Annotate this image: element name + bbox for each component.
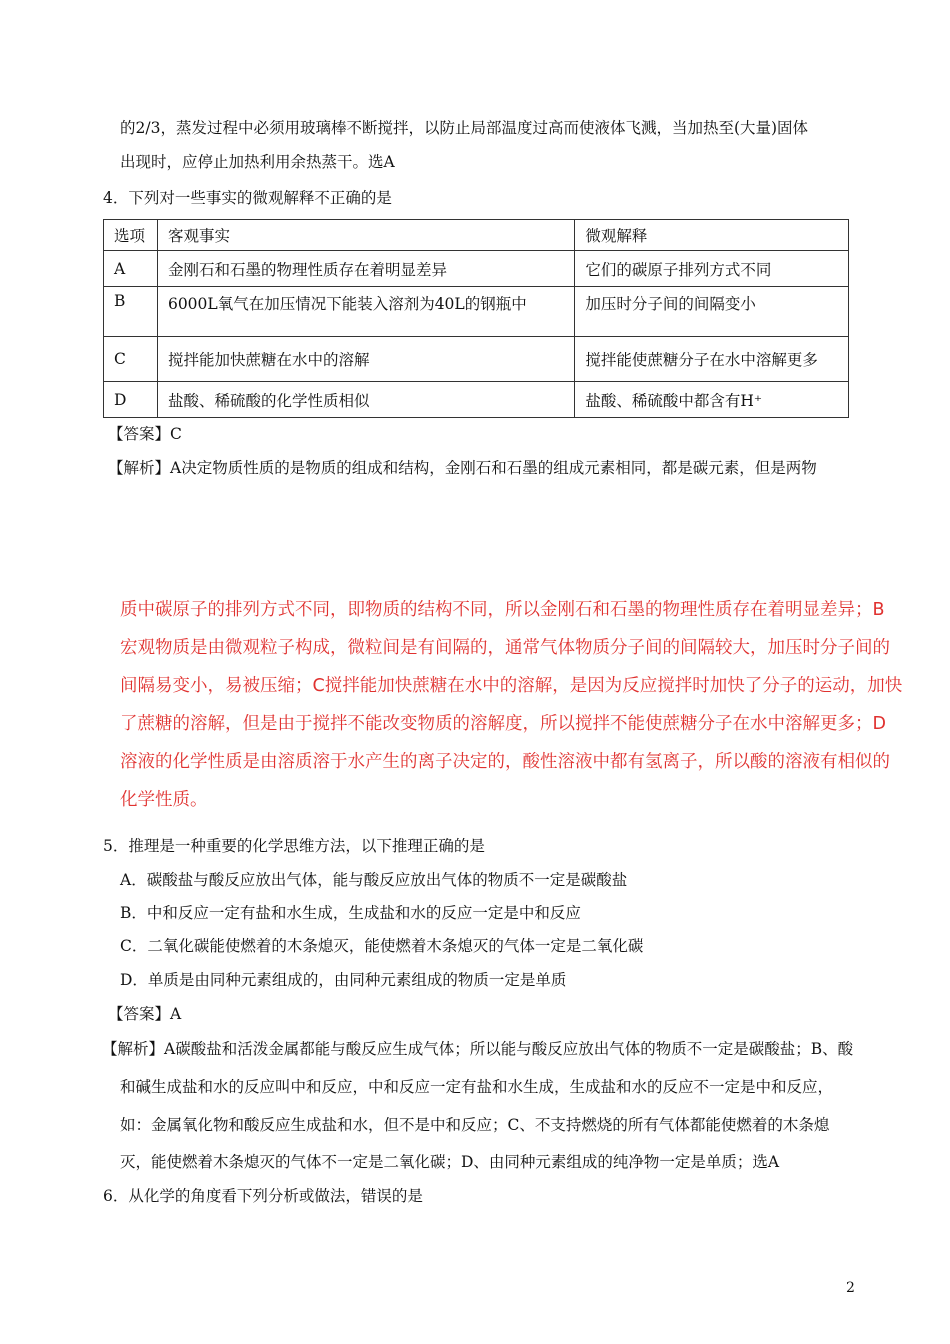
question-5-stem: 5．推理是一种重要的化学思维方法，以下推理正确的是 [103, 837, 485, 855]
table-cell: 它们的碳原子排列方式不同 [575, 251, 849, 287]
table-cell: 6000L氧气在加压情况下能装入溶剂为40L的钢瓶中 [157, 287, 574, 337]
table-cell: 盐酸、稀硫酸的化学性质相似 [157, 382, 574, 418]
question-5-analysis-line: 灭，能使燃着木条熄灭的气体不一定是二氧化碳；D、由同种元素组成的纯净物一定是单质；选A [120, 1153, 780, 1171]
question-5-analysis-line: 和碱生成盐和水的反应叫中和反应，中和反应一定有盐和水生成，生成盐和水的反应不一定是中和反应， [120, 1078, 834, 1096]
question-6-stem: 6．从化学的角度看下列分析或做法，错误的是 [103, 1187, 423, 1205]
page-number: 2 [846, 1280, 855, 1296]
table-header-cell: 选项 [104, 220, 158, 251]
analysis-continued-line: 了蔗糖的溶解，但是由于搅拌不能改变物质的溶解度，所以搅拌不能使蔗糖分子在水中溶解更多；D [120, 714, 886, 734]
intro-line-2: 出现时，应停止加热利用余热蒸干。选A [120, 153, 395, 171]
table-cell: 金刚石和石墨的物理性质存在着明显差异 [157, 251, 574, 287]
table-header-cell: 客观事实 [157, 220, 574, 251]
analysis-continued-line: 化学性质。 [120, 790, 208, 810]
table-header-row [104, 220, 849, 251]
table-row [104, 382, 849, 418]
question-4-stem: 4．下列对一些事实的微观解释不正确的是 [103, 189, 392, 207]
question-5-option-a: A．碳酸盐与酸反应放出气体，能与酸反应放出气体的物质不一定是碳酸盐 [120, 871, 628, 889]
question-5-option-b: B．中和反应一定有盐和水生成，生成盐和水的反应一定是中和反应 [120, 904, 581, 922]
intro-line-1: 的2/3，蒸发过程中必须用玻璃棒不断搅拌，以防止局部温度过高而使液体飞溅，当加热至(大量)固体 [120, 119, 809, 137]
table-cell: D [104, 382, 158, 418]
table-header-cell: 微观解释 [575, 220, 849, 251]
table-cell: 加压时分子间的间隔变小 [575, 287, 849, 337]
table-cell: C [104, 337, 158, 382]
question-4-analysis: 【解析】A决定物质性质的是物质的组成和结构，金刚石和石墨的组成元素相同，都是碳元素，但是两物 [108, 459, 817, 477]
table-row [104, 287, 849, 337]
table-cell: 盐酸、稀硫酸中都含有H⁺ [575, 382, 849, 418]
question-5-option-d: D．单质是由同种元素组成的，由同种元素组成的物质一定是单质 [120, 971, 567, 989]
question-5-option-c: C．二氧化碳能使燃着的木条熄灭，能使燃着木条熄灭的气体一定是二氧化碳 [120, 937, 644, 955]
analysis-continued-line: 质中碳原子的排列方式不同，即物质的结构不同，所以金刚石和石墨的物理性质存在着明显差异；B [120, 600, 885, 620]
question-4-answer: 【答案】C [108, 425, 182, 443]
analysis-continued-line: 宏观物质是由微观粒子构成，微粒间是有间隔的，通常气体物质分子间的间隔较大，加压时分子间的 [120, 638, 890, 658]
question-4-table [103, 219, 849, 418]
table-row [104, 337, 849, 382]
table-cell: 搅拌能加快蔗糖在水中的溶解 [157, 337, 574, 382]
table-cell: B [104, 287, 158, 337]
table-cell: A [104, 251, 158, 287]
question-5-answer: 【答案】A [108, 1005, 182, 1023]
analysis-continued-line: 间隔易变小，易被压缩；C搅拌能加快蔗糖在水中的溶解，是因为反应搅拌时加快了分子的运动，加快 [120, 676, 903, 696]
table-row [104, 251, 849, 287]
table-cell: 搅拌能使蔗糖分子在水中溶解更多 [575, 337, 849, 382]
analysis-continued-line: 溶液的化学性质是由溶质溶于水产生的离子决定的，酸性溶液中都有氢离子，所以酸的溶液有相似的 [120, 752, 890, 772]
question-5-analysis-line: 如：金属氧化物和酸反应生成盐和水，但不是中和反应；C、不支持燃烧的所有气体都能使燃着的木条熄 [120, 1116, 830, 1134]
question-5-analysis-line: 【解析】A碳酸盐和活泼金属都能与酸反应生成气体；所以能与酸反应放出气体的物质不一定是碳酸盐；B、酸 [102, 1040, 854, 1058]
